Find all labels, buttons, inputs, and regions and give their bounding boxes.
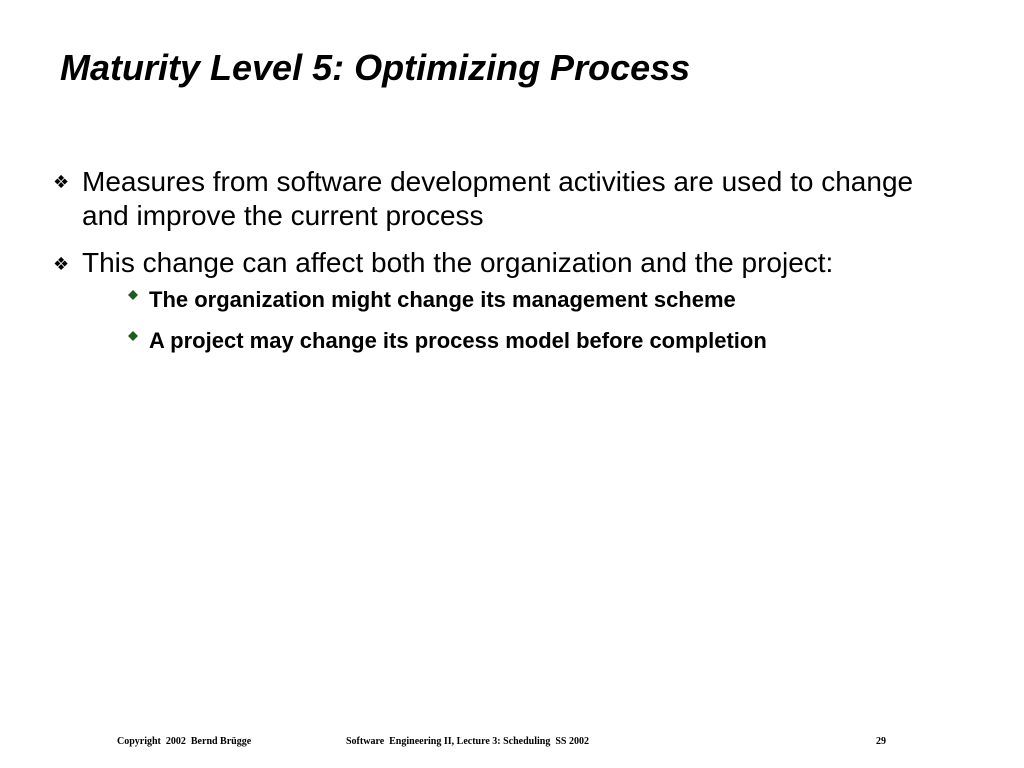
bullet-item [52, 246, 952, 368]
sub-bullet-text: A project may change its process model before completion [149, 328, 767, 353]
bullet-text: This change can affect both the organization and the project: [82, 247, 834, 278]
sub-bullet-list [53, 286, 833, 355]
bullet-item [52, 164, 952, 233]
footer [0, 736, 1024, 752]
sub-bullet-item [128, 286, 833, 314]
footer-copyright: Copyright 2002 Bernd Brügge [117, 736, 252, 747]
green-diamond-icon [128, 327, 149, 341]
slide-title: Maturity Level 5: Optimizing Process [60, 47, 691, 88]
diamond-four-point-icon: ❖ [53, 172, 70, 192]
footer-page-number: 29 [876, 736, 886, 747]
bullet-list [52, 164, 952, 381]
sub-bullet-text: The organization might change its management scheme [149, 287, 736, 312]
footer-course: Software Engineering II, Lecture 3: Scheduling SS 2002 [346, 736, 589, 747]
diamond-four-point-icon: ❖ [53, 254, 70, 274]
bullet-text: Measures from software development activities are used to change and improve the current process [82, 166, 914, 231]
sub-bullet-item [128, 327, 833, 355]
green-diamond-icon [128, 286, 149, 300]
